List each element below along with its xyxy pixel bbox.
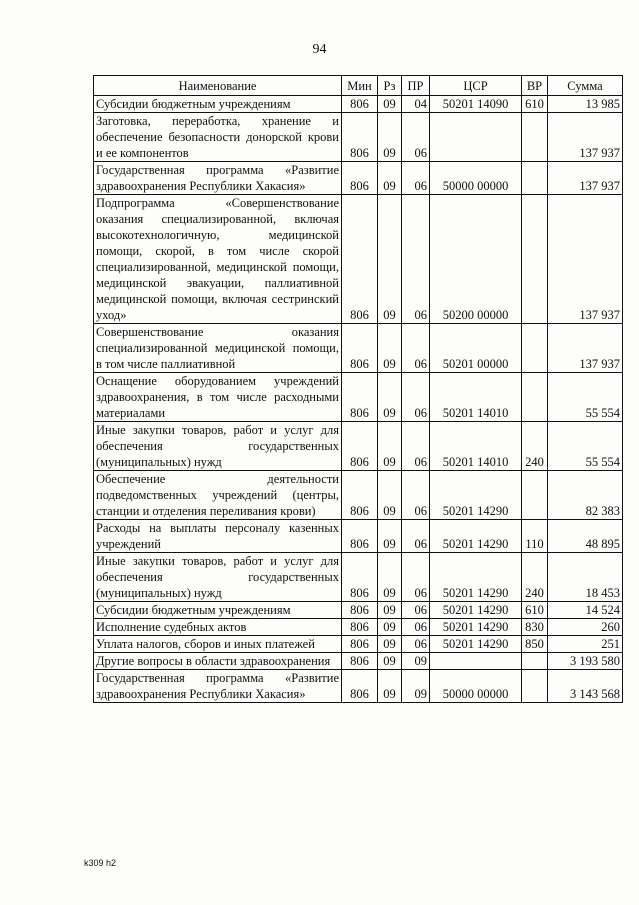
cell-vr: 610 [522, 96, 548, 113]
table-row [94, 471, 623, 520]
cell-sum: 137 937 [548, 113, 623, 162]
cell-name: Иные закупки товаров, работ и услуг для обеспечения государственных (муниципальных) нужд [94, 553, 342, 602]
cell-min: 806 [342, 619, 378, 636]
cell-min: 806 [342, 373, 378, 422]
cell-rz: 09 [378, 520, 402, 553]
cell-csr: 50200 00000 [430, 195, 522, 324]
cell-csr: 50201 14090 [430, 96, 522, 113]
cell-rz: 09 [378, 653, 402, 670]
cell-name: Совершенствование оказания специализированной медицинской помощи, в том числе паллиативной [94, 324, 342, 373]
header-min: Мин [342, 76, 378, 96]
cell-min: 806 [342, 670, 378, 703]
cell-sum: 14 524 [548, 602, 623, 619]
cell-name: Государственная программа «Развитие здравоохранения Республики Хакасия» [94, 670, 342, 703]
cell-sum: 48 895 [548, 520, 623, 553]
header-name: Наименование [94, 76, 342, 96]
cell-sum: 55 554 [548, 422, 623, 471]
cell-csr [430, 653, 522, 670]
table-row [94, 422, 623, 471]
table-row [94, 373, 623, 422]
cell-rz: 09 [378, 162, 402, 195]
cell-min: 806 [342, 96, 378, 113]
cell-csr: 50201 14290 [430, 602, 522, 619]
table-row [94, 113, 623, 162]
cell-csr: 50201 14290 [430, 471, 522, 520]
cell-vr: 830 [522, 619, 548, 636]
cell-pr: 06 [402, 113, 430, 162]
cell-sum: 3 193 580 [548, 653, 623, 670]
cell-min: 806 [342, 471, 378, 520]
table-row [94, 653, 623, 670]
cell-name: Оснащение оборудованием учреждений здравоохранения, в том числе расходными материалами [94, 373, 342, 422]
cell-name: Государственная программа «Развитие здравоохранения Республики Хакасия» [94, 162, 342, 195]
cell-vr: 240 [522, 422, 548, 471]
cell-sum: 137 937 [548, 324, 623, 373]
table-row [94, 195, 623, 324]
table-row [94, 602, 623, 619]
footer-code: k309 h2 [84, 858, 117, 868]
cell-vr: 110 [522, 520, 548, 553]
page-number: 94 [312, 42, 327, 57]
cell-sum: 137 937 [548, 195, 623, 324]
cell-name: Субсидии бюджетным учреждениям [94, 96, 342, 113]
cell-rz: 09 [378, 324, 402, 373]
cell-vr [522, 113, 548, 162]
table-row [94, 324, 623, 373]
cell-rz: 09 [378, 195, 402, 324]
cell-vr [522, 471, 548, 520]
table-row [94, 520, 623, 553]
cell-pr: 06 [402, 373, 430, 422]
cell-vr: 240 [522, 553, 548, 602]
cell-csr: 50201 14290 [430, 619, 522, 636]
table-row [94, 619, 623, 636]
cell-csr: 50201 14290 [430, 520, 522, 553]
cell-name: Заготовка, переработка, хранение и обеспечение безопасности донорской крови и ее компонентов [94, 113, 342, 162]
cell-csr: 50000 00000 [430, 162, 522, 195]
cell-csr: 50201 14010 [430, 373, 522, 422]
cell-rz: 09 [378, 553, 402, 602]
cell-pr: 06 [402, 619, 430, 636]
cell-csr: 50201 14010 [430, 422, 522, 471]
cell-rz: 09 [378, 602, 402, 619]
cell-sum: 260 [548, 619, 623, 636]
cell-pr: 06 [402, 520, 430, 553]
cell-pr: 06 [402, 553, 430, 602]
cell-rz: 09 [378, 619, 402, 636]
header-vr: ВР [522, 76, 548, 96]
cell-rz: 09 [378, 113, 402, 162]
cell-pr: 06 [402, 422, 430, 471]
cell-name: Иные закупки товаров, работ и услуг для обеспечения государственных (муниципальных) нужд [94, 422, 342, 471]
cell-rz: 09 [378, 373, 402, 422]
cell-vr [522, 373, 548, 422]
cell-min: 806 [342, 422, 378, 471]
cell-csr: 50201 00000 [430, 324, 522, 373]
cell-pr: 09 [402, 653, 430, 670]
table-row [94, 96, 623, 113]
cell-sum: 18 453 [548, 553, 623, 602]
cell-sum: 137 937 [548, 162, 623, 195]
cell-min: 806 [342, 553, 378, 602]
cell-pr: 06 [402, 162, 430, 195]
cell-min: 806 [342, 653, 378, 670]
cell-pr: 06 [402, 602, 430, 619]
cell-vr [522, 670, 548, 703]
cell-pr: 09 [402, 670, 430, 703]
table-header-row [94, 76, 623, 96]
cell-min: 806 [342, 636, 378, 653]
table-row [94, 670, 623, 703]
cell-csr [430, 113, 522, 162]
cell-rz: 09 [378, 670, 402, 703]
cell-rz: 09 [378, 422, 402, 471]
cell-csr: 50201 14290 [430, 636, 522, 653]
cell-sum: 82 383 [548, 471, 623, 520]
cell-csr: 50201 14290 [430, 553, 522, 602]
header-csr: ЦСР [430, 76, 522, 96]
cell-min: 806 [342, 602, 378, 619]
cell-name: Субсидии бюджетным учреждениям [94, 602, 342, 619]
cell-rz: 09 [378, 636, 402, 653]
cell-vr: 610 [522, 602, 548, 619]
cell-name: Подпрограмма «Совершенствование оказания специализированной, включая высокотехнологичную, медицинской помощи, скорой, в том числе скорой специализированной, медицинской помощи, медицинской эвакуации, паллиативной медицинской помощи, включая сестринский уход» [94, 195, 342, 324]
cell-min: 806 [342, 162, 378, 195]
cell-min: 806 [342, 520, 378, 553]
cell-sum: 251 [548, 636, 623, 653]
header-rz: Рз [378, 76, 402, 96]
cell-name: Исполнение судебных актов [94, 619, 342, 636]
cell-sum: 55 554 [548, 373, 623, 422]
cell-sum: 13 985 [548, 96, 623, 113]
budget-table [93, 75, 623, 703]
cell-name: Уплата налогов, сборов и иных платежей [94, 636, 342, 653]
cell-vr [522, 195, 548, 324]
table-row [94, 636, 623, 653]
cell-pr: 06 [402, 471, 430, 520]
cell-pr: 04 [402, 96, 430, 113]
cell-name: Другие вопросы в области здравоохранения [94, 653, 342, 670]
header-sum: Сумма [548, 76, 623, 96]
header-pr: ПР [402, 76, 430, 96]
cell-min: 806 [342, 324, 378, 373]
cell-name: Обеспечение деятельности подведомственных учреждений (центры, станции и отделения переливания крови) [94, 471, 342, 520]
cell-pr: 06 [402, 324, 430, 373]
cell-vr [522, 653, 548, 670]
cell-rz: 09 [378, 96, 402, 113]
cell-vr [522, 162, 548, 195]
cell-sum: 3 143 568 [548, 670, 623, 703]
cell-pr: 06 [402, 636, 430, 653]
cell-pr: 06 [402, 195, 430, 324]
cell-rz: 09 [378, 471, 402, 520]
table-row [94, 553, 623, 602]
cell-vr: 850 [522, 636, 548, 653]
cell-vr [522, 324, 548, 373]
cell-name: Расходы на выплаты персоналу казенных учреждений [94, 520, 342, 553]
table-row [94, 162, 623, 195]
cell-min: 806 [342, 113, 378, 162]
cell-min: 806 [342, 195, 378, 324]
cell-csr: 50000 00000 [430, 670, 522, 703]
